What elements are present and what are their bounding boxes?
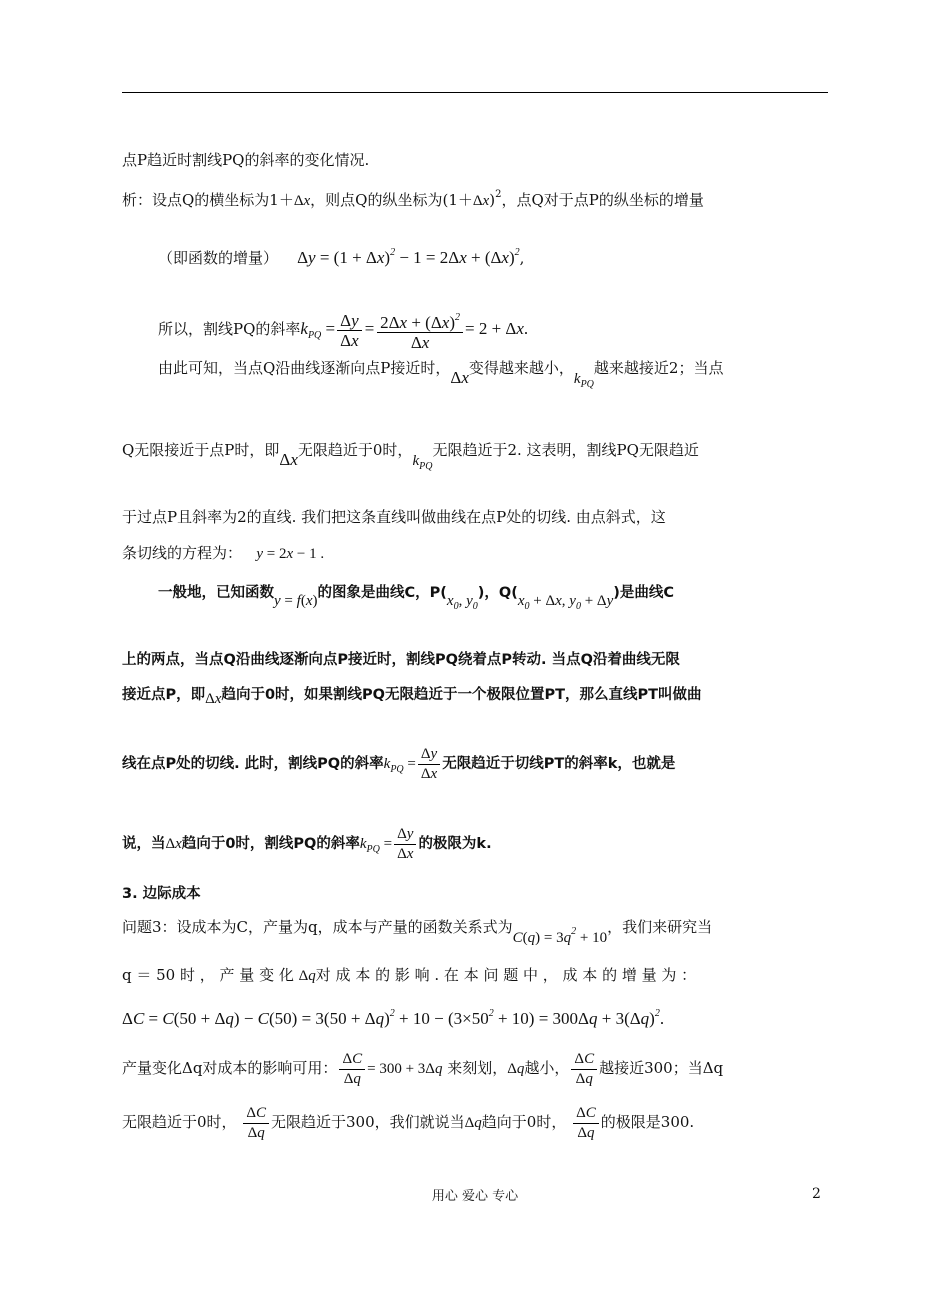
text-line: 问题3：设成本为C，产量为q，成本与产量的函数关系式为$C(q) = 3q^2 + 10$，我们来研究当 [122,918,713,946]
text-line: 于过点P且斜率为2的直线. 我们把这条直线叫做曲线在点P处的切线. 由点斜式，这 [122,508,666,526]
text-line: q ＝ 50 时 ， 产 量 变 化 Δq对 成 本 的 影 响 . 在 本 问 题 中 ， 成 本 的 增 量 为 ： [122,966,697,984]
section-heading: 3. 边际成本 [122,886,201,902]
header-rule [122,92,828,93]
text-line: 上的两点，当点Q沿曲线逐渐向点P接近时，割线PQ绕着点P转动. 当点Q沿着曲线无限 [122,652,680,668]
text-line: 所以，割线PQ的斜率$k_{PQ}$ = $\frac{\Delta y}{\Delta x}$ = $\frac{2\Delta x + (\Delta x)^2}{\Delta x}$ = 2 + Δx. [158,305,868,360]
text-line: Q无限接近于点P时，即Δx无限趋近于0时，$k_{PQ}$无限趋近于2. 这表明，割线PQ无限趋近 [122,441,699,472]
text-line: （即函数的增量） $\Delta y = (1 + \Delta x)^2 - 1 = 2\Delta x + (\Delta x)^2$, [158,247,525,267]
text-line: 点P趋近时割线PQ的斜率的变化情况. [122,151,370,169]
text-line: 一般地，已知函数y = f(x)的图象是曲线C，$P(x_0$, $y_0$)，$Q(x_0 + \Delta x$, $y_0 + \Delta y$)是曲线C [158,585,675,612]
page-footer: 用心 爱心 专心 [431,1189,519,1204]
text-line: 由此可知，当点Q沿曲线逐渐向点P接近时，Δx变得越来越小，$k_{PQ}$越来越接近2；当点 [158,359,724,390]
text-line: 接近点P，即Δx趋向于0时，如果割线PQ无限趋近于一个极限位置PT，那么直线PT叫做曲 [122,687,702,707]
text-line: 说，当Δx趋向于0时，割线PQ的斜率$k_{PQ}$ = $\frac{\Delta y}{\Delta x}$ 的极限为k. [122,825,492,862]
text-line: 析：设点Q的横坐标为1＋Δx，则点Q的纵坐标为$(1+\Delta x)^2$，点Q对于点P的纵坐标的增量 [122,189,704,209]
text-line: 无限趋近于0时， $\frac{\Delta C}{\Delta q}$ 无限趋近于300，我们就说当Δq趋向于0时， $\frac{\Delta C}{\Delta q}$ 的极限是300. [122,1104,695,1141]
text-line: 线在点P处的切线. 此时，割线PQ的斜率$k_{PQ}$ = $\frac{\Delta y}{\Delta x}$ 无限趋近于切线PT的斜率k，也就是 [122,745,676,782]
text-line: 条切线的方程为： y = 2x − 1 . [122,544,325,562]
text-line: 产量变化Δq对成本的影响可用： $\frac{\Delta C}{\Delta q}$ = 300 + 3Δq 来刻划，Δq越小， $\frac{\Delta C}{\Delta q}$ 越接近300；当Δq [122,1050,724,1087]
page-number: 2 [812,1186,821,1202]
equation: $\Delta C = C(50 + \Delta q) - C(50) = 3(50 + \Delta q)^2 + 10 - (3\times 50^2 + 10) = 300\Delta q + 3(\Delta q)^2$. [122,1008,665,1028]
